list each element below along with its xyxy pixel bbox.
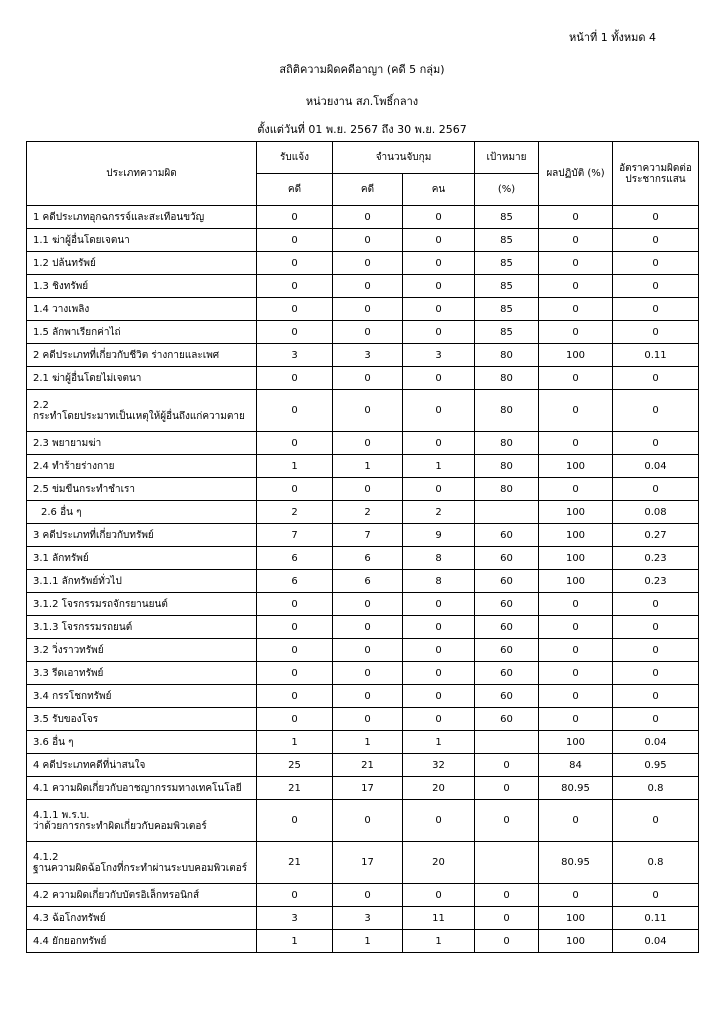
row-arrest-cases: 0 bbox=[333, 708, 403, 731]
row-performance: 0 bbox=[539, 478, 613, 501]
row-rate: 0.04 bbox=[613, 731, 699, 754]
row-target: 80 bbox=[475, 455, 539, 478]
row-performance: 0 bbox=[539, 616, 613, 639]
row-rate: 0 bbox=[613, 639, 699, 662]
row-category bbox=[27, 367, 257, 390]
header-rate: อัตราความผิดต่อประชากรแสน bbox=[613, 142, 699, 206]
row-rate: 0 bbox=[613, 298, 699, 321]
row-performance: 0 bbox=[539, 298, 613, 321]
row-performance: 80.95 bbox=[539, 842, 613, 884]
row-target: 0 bbox=[475, 800, 539, 842]
row-arrest-cases: 0 bbox=[333, 800, 403, 842]
row-category-label: 1.5 ลักพาเรียกค่าไถ่ bbox=[33, 326, 121, 338]
row-rate: 0.04 bbox=[613, 930, 699, 953]
row-target: 85 bbox=[475, 321, 539, 344]
row-arrest-persons: 0 bbox=[403, 478, 475, 501]
row-reported: 1 bbox=[257, 731, 333, 754]
row-category bbox=[27, 275, 257, 298]
row-rate: 0 bbox=[613, 800, 699, 842]
row-arrest-cases: 17 bbox=[333, 842, 403, 884]
row-target: 85 bbox=[475, 206, 539, 229]
row-arrest-cases: 17 bbox=[333, 777, 403, 800]
row-reported: 0 bbox=[257, 321, 333, 344]
table-row bbox=[27, 685, 699, 708]
crime-statistics-table bbox=[26, 141, 699, 953]
row-performance: 0 bbox=[539, 432, 613, 455]
row-arrest-persons: 0 bbox=[403, 206, 475, 229]
row-arrest-persons: 0 bbox=[403, 432, 475, 455]
header-target-percent: (%) bbox=[475, 174, 539, 206]
row-arrest-cases: 0 bbox=[333, 367, 403, 390]
row-rate: 0 bbox=[613, 252, 699, 275]
row-performance: 0 bbox=[539, 662, 613, 685]
row-arrest-persons: 1 bbox=[403, 455, 475, 478]
table-row bbox=[27, 367, 699, 390]
row-category-label: 3.1.3 โจรกรรมรถยนต์ bbox=[33, 621, 133, 633]
table-row bbox=[27, 662, 699, 685]
unit-name: หน่วยงาน สภ.โพธิ์กลาง bbox=[305, 95, 419, 108]
row-target: 85 bbox=[475, 252, 539, 275]
row-arrest-persons: 0 bbox=[403, 800, 475, 842]
table-row bbox=[27, 432, 699, 455]
table-row bbox=[27, 455, 699, 478]
table-row bbox=[27, 229, 699, 252]
row-arrest-persons: 32 bbox=[403, 754, 475, 777]
row-performance: 0 bbox=[539, 593, 613, 616]
header-arrest-cases: คดี bbox=[333, 174, 403, 206]
row-arrest-persons: 9 bbox=[403, 524, 475, 547]
row-arrest-persons: 0 bbox=[403, 685, 475, 708]
row-target: 0 bbox=[475, 930, 539, 953]
table-row bbox=[27, 206, 699, 229]
row-arrest-persons: 0 bbox=[403, 229, 475, 252]
row-category bbox=[27, 298, 257, 321]
row-arrest-persons: 0 bbox=[403, 708, 475, 731]
row-category bbox=[27, 455, 257, 478]
row-category bbox=[27, 593, 257, 616]
row-target: 85 bbox=[475, 298, 539, 321]
row-arrest-persons: 8 bbox=[403, 570, 475, 593]
row-rate: 0 bbox=[613, 229, 699, 252]
row-category-label: 4.2 ความผิดเกี่ยวกับบัตรอิเล็กทรอนิกส์ bbox=[33, 889, 200, 901]
row-category-label: 2.6 อื่น ๆ bbox=[41, 506, 82, 518]
row-category-label: 2.1 ฆ่าผู้อื่นโดยไม่เจตนา bbox=[33, 372, 142, 384]
row-performance: 0 bbox=[539, 229, 613, 252]
row-rate: 0 bbox=[613, 206, 699, 229]
table-row bbox=[27, 884, 699, 907]
row-performance: 0 bbox=[539, 321, 613, 344]
row-performance: 0 bbox=[539, 275, 613, 298]
row-category-label: 3.2 วิ่งราวทรัพย์ bbox=[33, 644, 104, 656]
row-arrest-persons: 0 bbox=[403, 662, 475, 685]
row-performance: 100 bbox=[539, 501, 613, 524]
row-performance: 0 bbox=[539, 685, 613, 708]
row-rate: 0 bbox=[613, 616, 699, 639]
report-title: สถิติความผิดคดีอาญา (คดี 5 กลุ่ม) bbox=[279, 63, 445, 76]
row-target: 60 bbox=[475, 524, 539, 547]
row-rate: 0.23 bbox=[613, 570, 699, 593]
row-rate: 0 bbox=[613, 390, 699, 432]
table-body bbox=[27, 206, 699, 953]
row-target: 60 bbox=[475, 570, 539, 593]
report-period: ตั้งแต่วันที่ 01 พ.ย. 2567 ถึง 30 พ.ย. 2567 bbox=[257, 123, 467, 136]
row-category bbox=[27, 344, 257, 367]
table-row bbox=[27, 777, 699, 800]
row-category bbox=[27, 229, 257, 252]
row-category-label: 4.3 ฉ้อโกงทรัพย์ bbox=[33, 912, 106, 924]
row-target bbox=[475, 842, 539, 884]
row-category-label-cont: ว่าด้วยการกระทำผิดเกี่ยวกับคอมพิวเตอร์ bbox=[33, 820, 207, 832]
row-arrest-persons: 3 bbox=[403, 344, 475, 367]
row-arrest-persons: 1 bbox=[403, 930, 475, 953]
row-reported: 7 bbox=[257, 524, 333, 547]
row-category-label: 3.1 ลักทรัพย์ bbox=[33, 552, 89, 564]
row-category bbox=[27, 501, 257, 524]
row-performance: 100 bbox=[539, 455, 613, 478]
row-category-label: 2 คดีประเภทที่เกี่ยวกับชีวิต ร่างกายและเพศ bbox=[33, 349, 220, 361]
table-row bbox=[27, 390, 699, 432]
row-target: 80 bbox=[475, 432, 539, 455]
row-category-label: 1.1 ฆ่าผู้อื่นโดยเจตนา bbox=[33, 234, 130, 246]
row-category-label: 3.1.1 ลักทรัพย์ทั่วไป bbox=[33, 575, 122, 587]
row-target: 60 bbox=[475, 547, 539, 570]
row-rate: 0.8 bbox=[613, 777, 699, 800]
row-category bbox=[27, 570, 257, 593]
row-category-label: 2.2 bbox=[33, 399, 49, 411]
row-target bbox=[475, 731, 539, 754]
table-row bbox=[27, 501, 699, 524]
table-row bbox=[27, 930, 699, 953]
row-performance: 100 bbox=[539, 907, 613, 930]
row-category-label: 4 คดีประเภทคดีที่น่าสนใจ bbox=[33, 759, 146, 771]
row-rate: 0 bbox=[613, 321, 699, 344]
row-target: 0 bbox=[475, 884, 539, 907]
row-category-label: 1.2 ปล้นทรัพย์ bbox=[33, 257, 96, 269]
table-row bbox=[27, 275, 699, 298]
row-category-label: 1.4 วางเพลิง bbox=[33, 303, 90, 315]
row-reported: 0 bbox=[257, 478, 333, 501]
row-category bbox=[27, 731, 257, 754]
row-reported: 0 bbox=[257, 275, 333, 298]
table-row bbox=[27, 907, 699, 930]
row-arrest-cases: 0 bbox=[333, 593, 403, 616]
table-row bbox=[27, 616, 699, 639]
row-reported: 0 bbox=[257, 708, 333, 731]
row-category-label: 3.3 รีดเอาทรัพย์ bbox=[33, 667, 104, 679]
row-performance: 0 bbox=[539, 252, 613, 275]
row-rate: 0 bbox=[613, 432, 699, 455]
row-category-label: 2.3 พยายามฆ่า bbox=[33, 437, 102, 449]
row-reported: 3 bbox=[257, 344, 333, 367]
row-category-label: 4.1.1 พ.ร.บ. bbox=[33, 809, 90, 821]
row-performance: 100 bbox=[539, 731, 613, 754]
row-performance: 100 bbox=[539, 344, 613, 367]
row-arrest-cases: 0 bbox=[333, 639, 403, 662]
row-rate: 0.04 bbox=[613, 455, 699, 478]
row-category bbox=[27, 907, 257, 930]
row-reported: 0 bbox=[257, 432, 333, 455]
row-arrest-persons: 2 bbox=[403, 501, 475, 524]
row-performance: 100 bbox=[539, 930, 613, 953]
row-arrest-cases: 0 bbox=[333, 229, 403, 252]
row-category bbox=[27, 547, 257, 570]
row-arrest-persons: 11 bbox=[403, 907, 475, 930]
row-reported: 2 bbox=[257, 501, 333, 524]
row-category bbox=[27, 616, 257, 639]
table-row bbox=[27, 344, 699, 367]
row-performance: 100 bbox=[539, 547, 613, 570]
row-category bbox=[27, 930, 257, 953]
row-arrest-cases: 1 bbox=[333, 731, 403, 754]
row-performance: 0 bbox=[539, 800, 613, 842]
row-category bbox=[27, 252, 257, 275]
row-reported: 0 bbox=[257, 206, 333, 229]
row-category bbox=[27, 842, 257, 884]
row-reported: 0 bbox=[257, 367, 333, 390]
row-rate: 0 bbox=[613, 275, 699, 298]
row-reported: 21 bbox=[257, 842, 333, 884]
row-rate: 0.95 bbox=[613, 754, 699, 777]
row-target: 60 bbox=[475, 708, 539, 731]
table-row bbox=[27, 639, 699, 662]
row-reported: 0 bbox=[257, 616, 333, 639]
row-arrest-cases: 0 bbox=[333, 206, 403, 229]
row-target: 60 bbox=[475, 616, 539, 639]
table-row bbox=[27, 547, 699, 570]
row-arrest-cases: 2 bbox=[333, 501, 403, 524]
row-arrest-persons: 0 bbox=[403, 639, 475, 662]
table-row bbox=[27, 478, 699, 501]
row-reported: 0 bbox=[257, 390, 333, 432]
header-reported: รับแจ้ง bbox=[257, 142, 333, 174]
row-rate: 0.27 bbox=[613, 524, 699, 547]
row-rate: 0.8 bbox=[613, 842, 699, 884]
row-category bbox=[27, 390, 257, 432]
row-category-label: 2.4 ทำร้ายร่างกาย bbox=[33, 460, 115, 472]
row-performance: 84 bbox=[539, 754, 613, 777]
row-rate: 0 bbox=[613, 662, 699, 685]
table-row bbox=[27, 252, 699, 275]
row-arrest-cases: 6 bbox=[333, 547, 403, 570]
table-row bbox=[27, 842, 699, 884]
table-row bbox=[27, 524, 699, 547]
row-arrest-persons: 1 bbox=[403, 731, 475, 754]
row-target bbox=[475, 501, 539, 524]
row-reported: 0 bbox=[257, 639, 333, 662]
row-category bbox=[27, 478, 257, 501]
row-category-label: 3.5 รับของโจร bbox=[33, 713, 99, 725]
row-category-label: 4.1.2 bbox=[33, 851, 59, 863]
row-arrest-cases: 0 bbox=[333, 390, 403, 432]
row-arrest-cases: 0 bbox=[333, 616, 403, 639]
row-target: 80 bbox=[475, 478, 539, 501]
row-category bbox=[27, 884, 257, 907]
row-category-label: 2.5 ข่มขืนกระทำชำเรา bbox=[33, 483, 135, 495]
header-performance: ผลปฏิบัติ (%) bbox=[539, 142, 613, 206]
row-arrest-persons: 0 bbox=[403, 593, 475, 616]
header-target: เป้าหมาย bbox=[475, 142, 539, 174]
table-row bbox=[27, 570, 699, 593]
row-rate: 0.23 bbox=[613, 547, 699, 570]
row-performance: 100 bbox=[539, 524, 613, 547]
row-category bbox=[27, 685, 257, 708]
table-row bbox=[27, 593, 699, 616]
row-category bbox=[27, 524, 257, 547]
row-arrest-persons: 0 bbox=[403, 884, 475, 907]
row-target: 80 bbox=[475, 390, 539, 432]
row-arrest-persons: 0 bbox=[403, 321, 475, 344]
row-performance: 0 bbox=[539, 390, 613, 432]
row-category-label: 1 คดีประเภทอุกฉกรรจ์และสะเทือนขวัญ bbox=[33, 211, 205, 223]
row-category bbox=[27, 777, 257, 800]
row-performance: 0 bbox=[539, 639, 613, 662]
page-number: หน้าที่ 1 ทั้งหมด 4 bbox=[569, 31, 656, 44]
row-target: 0 bbox=[475, 754, 539, 777]
row-category bbox=[27, 321, 257, 344]
row-category bbox=[27, 206, 257, 229]
table-row bbox=[27, 708, 699, 731]
row-arrest-persons: 0 bbox=[403, 390, 475, 432]
row-arrest-cases: 0 bbox=[333, 321, 403, 344]
row-performance: 80.95 bbox=[539, 777, 613, 800]
row-reported: 6 bbox=[257, 570, 333, 593]
row-arrest-persons: 0 bbox=[403, 616, 475, 639]
row-arrest-cases: 0 bbox=[333, 298, 403, 321]
row-arrest-cases: 0 bbox=[333, 252, 403, 275]
row-reported: 0 bbox=[257, 252, 333, 275]
row-arrest-persons: 0 bbox=[403, 275, 475, 298]
row-reported: 0 bbox=[257, 662, 333, 685]
row-arrest-cases: 21 bbox=[333, 754, 403, 777]
row-arrest-cases: 0 bbox=[333, 432, 403, 455]
row-arrest-cases: 1 bbox=[333, 930, 403, 953]
row-arrest-cases: 0 bbox=[333, 275, 403, 298]
row-arrest-persons: 20 bbox=[403, 777, 475, 800]
row-category bbox=[27, 708, 257, 731]
row-arrest-persons: 0 bbox=[403, 367, 475, 390]
row-category-label: 4.1 ความผิดเกี่ยวกับอาชญากรรมทางเทคโนโลยี bbox=[33, 782, 242, 794]
row-arrest-persons: 0 bbox=[403, 252, 475, 275]
row-performance: 0 bbox=[539, 367, 613, 390]
row-category-label: 3.4 กรรโชกทรัพย์ bbox=[33, 690, 112, 702]
row-rate: 0 bbox=[613, 593, 699, 616]
row-target: 60 bbox=[475, 685, 539, 708]
row-arrest-cases: 7 bbox=[333, 524, 403, 547]
row-category-label-cont: ฐานความผิดฉ้อโกงที่กระทำผ่านระบบคอมพิวเตอร์ bbox=[33, 862, 248, 874]
row-arrest-persons: 0 bbox=[403, 298, 475, 321]
row-arrest-persons: 8 bbox=[403, 547, 475, 570]
row-category bbox=[27, 432, 257, 455]
row-reported: 3 bbox=[257, 907, 333, 930]
row-rate: 0 bbox=[613, 685, 699, 708]
row-category-label: 3 คดีประเภทที่เกี่ยวกับทรัพย์ bbox=[33, 529, 154, 541]
row-rate: 0 bbox=[613, 478, 699, 501]
header-arrests: จำนวนจับกุม bbox=[333, 142, 475, 174]
header-reported-cases: คดี bbox=[257, 174, 333, 206]
row-category bbox=[27, 754, 257, 777]
row-target: 0 bbox=[475, 777, 539, 800]
table-row bbox=[27, 800, 699, 842]
row-category bbox=[27, 662, 257, 685]
header-arrest-persons: คน bbox=[403, 174, 475, 206]
row-target: 85 bbox=[475, 275, 539, 298]
row-arrest-cases: 0 bbox=[333, 478, 403, 501]
table-row bbox=[27, 298, 699, 321]
row-category-label: 3.1.2 โจรกรรมรถจักรยานยนต์ bbox=[33, 598, 168, 610]
row-target: 60 bbox=[475, 593, 539, 616]
row-target: 60 bbox=[475, 639, 539, 662]
table-row bbox=[27, 731, 699, 754]
row-reported: 6 bbox=[257, 547, 333, 570]
row-rate: 0 bbox=[613, 884, 699, 907]
row-category-label-cont: กระทำโดยประมาทเป็นเหตุให้ผู้อื่นถึงแก่ความตาย bbox=[33, 410, 245, 422]
row-reported: 1 bbox=[257, 930, 333, 953]
row-reported: 21 bbox=[257, 777, 333, 800]
row-arrest-cases: 0 bbox=[333, 662, 403, 685]
row-reported: 0 bbox=[257, 298, 333, 321]
row-rate: 0.11 bbox=[613, 344, 699, 367]
row-reported: 0 bbox=[257, 800, 333, 842]
row-performance: 0 bbox=[539, 884, 613, 907]
row-target: 80 bbox=[475, 367, 539, 390]
row-reported: 0 bbox=[257, 685, 333, 708]
row-rate: 0 bbox=[613, 708, 699, 731]
row-category-label: 1.3 ชิงทรัพย์ bbox=[33, 280, 89, 292]
row-reported: 0 bbox=[257, 884, 333, 907]
row-reported: 1 bbox=[257, 455, 333, 478]
row-category bbox=[27, 639, 257, 662]
row-target: 85 bbox=[475, 229, 539, 252]
row-performance: 100 bbox=[539, 570, 613, 593]
row-arrest-cases: 1 bbox=[333, 455, 403, 478]
row-arrest-cases: 0 bbox=[333, 685, 403, 708]
row-reported: 0 bbox=[257, 593, 333, 616]
table-row bbox=[27, 321, 699, 344]
row-category-label: 4.4 ยักยอกทรัพย์ bbox=[33, 935, 107, 947]
row-rate: 0.08 bbox=[613, 501, 699, 524]
row-rate: 0.11 bbox=[613, 907, 699, 930]
row-performance: 0 bbox=[539, 206, 613, 229]
row-category bbox=[27, 800, 257, 842]
table-row bbox=[27, 754, 699, 777]
row-category-label: 3.6 อื่น ๆ bbox=[33, 736, 74, 748]
row-rate: 0 bbox=[613, 367, 699, 390]
row-reported: 0 bbox=[257, 229, 333, 252]
row-target: 0 bbox=[475, 907, 539, 930]
row-arrest-cases: 0 bbox=[333, 884, 403, 907]
header-category: ประเภทความผิด bbox=[27, 142, 257, 206]
row-arrest-cases: 6 bbox=[333, 570, 403, 593]
row-arrest-persons: 20 bbox=[403, 842, 475, 884]
row-target: 60 bbox=[475, 662, 539, 685]
row-reported: 25 bbox=[257, 754, 333, 777]
row-target: 80 bbox=[475, 344, 539, 367]
row-arrest-cases: 3 bbox=[333, 344, 403, 367]
row-performance: 0 bbox=[539, 708, 613, 731]
row-arrest-cases: 3 bbox=[333, 907, 403, 930]
